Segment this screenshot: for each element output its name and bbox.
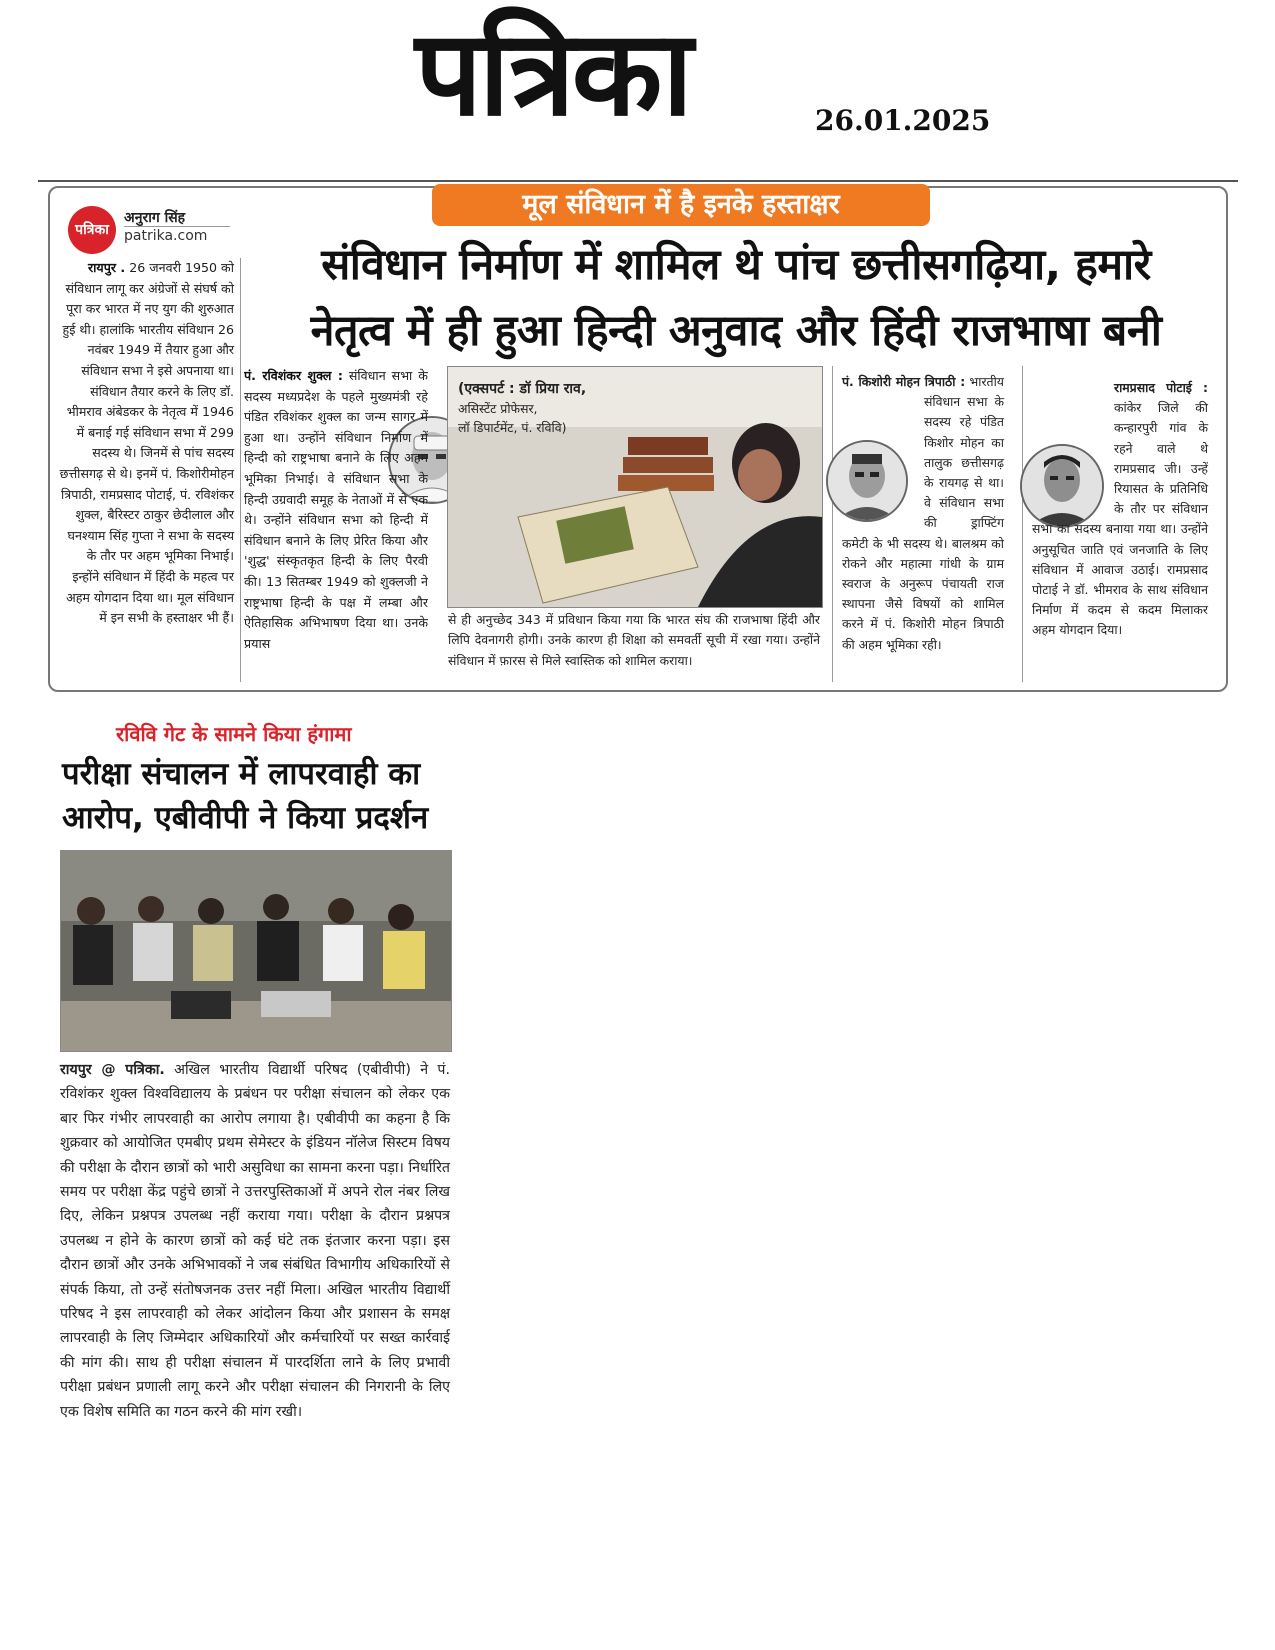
protest-photo-illustration bbox=[61, 851, 451, 1051]
tripathi-portrait-space bbox=[842, 392, 924, 516]
tripathi-name: पं. किशोरी मोहन त्रिपाठी : bbox=[842, 374, 966, 389]
potai-text: कांकेर जिले की कन्हारपुरी गांव के रहने वाले थे रामप्रसाद जी। उन्हें रियासत के प्रतिनिधि के तौर पर संविधान सभा का सदस्य बनाया गया था। उन्होंने अनुसूचित जाति एवं जनजाति के लिए संविधान में आवाज उठाई। रामप्रसाद पोटाई ने डॉ. भीमराव के साथ संविधान निर्माण में कदम से कदम मिलाकर अहम योगदान दिया। bbox=[1032, 400, 1208, 638]
expert-caption bbox=[458, 380, 788, 437]
expert-dept: लॉ डिपार्टमेंट, पं. रविवि) bbox=[458, 420, 567, 435]
tripathi-column bbox=[842, 372, 1004, 655]
author-name: अनुराग सिंह bbox=[124, 210, 186, 226]
potai-name: रामप्रसाद पोटाई : bbox=[1114, 380, 1208, 395]
intro-column bbox=[58, 258, 234, 629]
author-divider bbox=[124, 226, 230, 227]
shukla-column-wrap bbox=[244, 366, 428, 684]
column-divider-2 bbox=[832, 366, 833, 682]
second-headline-line-2: आरोप, एबीवीपी ने किया प्रदर्शन bbox=[62, 800, 429, 836]
column-divider-3 bbox=[1022, 366, 1023, 682]
headline-line-2: नेतृत्व में ही हुआ हिन्दी अनुवाद और हिंदी राजभाषा बनी bbox=[310, 306, 1162, 356]
top-rule bbox=[38, 180, 1238, 182]
author-site: patrika.com bbox=[124, 228, 208, 244]
main-headline bbox=[256, 232, 1216, 364]
second-dateline: रायपुर @ पत्रिका. bbox=[60, 1062, 165, 1078]
second-body bbox=[60, 1058, 450, 1424]
masthead-title: पत्रिका bbox=[415, 3, 690, 142]
second-headline bbox=[62, 752, 452, 840]
second-kicker: रविवि गेट के सामने किया हंगामा bbox=[116, 722, 352, 746]
protest-photo bbox=[60, 850, 452, 1052]
main-kicker: मूल संविधान में है इनके हस्ताक्षर bbox=[432, 184, 930, 226]
issue-date: 26.01.2025 bbox=[815, 104, 991, 137]
shukla-text: संविधान सभा के सदस्य मध्यप्रदेश के पहले मुख्यमंत्री रहे पंडित रविशंकर शुक्ल का जन्म सागर में हुआ था। उन्होंने संविधान निर्माण में हिन्दी को राष्ट्रभाषा बनाने के लिए अहम भूमिका निभाई। वे संविधान सभा के हिन्दी उग्रवादी समूह के नेताओं में से एक थे। उन्होंने संविधान सभा को हिन्दी में संविधान बनाने के लिए प्रेरित किया और 'शुद्ध' संस्कृतकृत हिन्दी के लिए पैरवी की। 13 सितम्बर 1949 को शुक्लजी ने राष्ट्रभाषा हिन्दी के पक्ष में लम्बा और ऐतिहासिक अभिभाषण दिया था। उनके प्रयास bbox=[244, 368, 428, 651]
intro-text: 26 जनवरी 1950 को संविधान लागू कर अंग्रेजों से संघर्ष को पूरा कर भारत में नए युग की शुरुआत हुई थी। हालांकि भारतीय संविधान 26 नवंबर 1949 में तैयार हुआ और संविधान सभा ने इसे अपनाया था। संविधान तैयार करने के लिए डॉ. भीमराव अंबेडकर के नेतृत्व में 1946 में बनाई गई संविधान सभा में 299 सदस्य थे। जिनमें से पांच सदस्य छत्तीसगढ़ से थे। इनमें पं. किशोरीमोहन त्रिपाठी, रामप्रसाद पोटाई, पं. रविशंकर शुक्ल, बैरिस्टर ठाकुर छेदीलाल और घनश्याम सिंह गुप्ता ने सभा के सदस्य के तौर पर अहम भूमिका निभाई। इन्होंने संविधान में हिंदी के महत्व पर अहम योगदान दिया था। मूल संविधान में इन सभी के हस्ताक्षर भी हैं। bbox=[59, 260, 234, 626]
column-divider bbox=[240, 258, 241, 682]
potai-column bbox=[1032, 378, 1208, 641]
second-body-text: अखिल भारतीय विद्यार्थी परिषद (एबीवीपी) ने पं. रविशंकर शुक्ल विश्वविद्यालय के प्रबंधन पर परीक्षा संचालन को लेकर एक बार फिर गंभीर लापरवाही का आरोप लगाया है। एबीवीपी का कहना है कि शुक्रवार को आयोजित एमबीए प्रथम सेमेस्टर के इंडियन नॉलेज सिस्टम विषय की परीक्षा के दौरान छात्रों को भारी असुविधा का सामना करना पड़ा। निर्धारित समय पर परीक्षा केंद्र पहुंचे छात्रों ने उत्तरपुस्तिकाओं में अपने रोल नंबर लिख दिए, लेकिन प्रश्नपत्र उपलब्ध नहीं कराया गया। परीक्षा के दौरान प्रश्नपत्र उपलब्ध न होने के कारण छात्रों को कई घंटे तक इंतजार करना पड़ा। इस दौरान छात्रों और उनके अभिभावकों ने जब संबंधित विभागीय अधिकारियों से संपर्क किया, तो उन्हें संतोषजनक उत्तर नहीं मिला। अखिल भारतीय विद्यार्थी परिषद ने इस लापरवाही को लेकर आंदोलन किया और प्रशासन के समक्ष लापरवाही के लिए जिम्मेदार अधिकारियों और कर्मचारियों पर सख्त कार्रवाई की मांग की। साथ ही परीक्षा संचालन में पारदर्शिता लाने के लिए प्रभावी परीक्षा प्रबंधन प्रणाली लागू करने और परीक्षा संचालन की निगरानी के लिए एक विशेष समिति का गठन करने की मांग रखी। bbox=[60, 1062, 450, 1420]
shukla-name: पं. रविशंकर शुक्ल : bbox=[244, 368, 343, 383]
expert-role: असिस्टेंट प्रोफेसर, bbox=[458, 401, 538, 416]
potai-portrait-space bbox=[1032, 378, 1114, 502]
expert-label: (एक्सपर्ट : डॉ प्रिया राव, bbox=[458, 381, 587, 397]
patrika-logo-icon: पत्रिका bbox=[68, 206, 116, 254]
continuation-text: से ही अनुच्छेद 343 में प्रविधान किया गया कि भारत संघ की राजभाषा हिंदी और लिपि देवनागरी होगी। उनके कारण ही शिक्षा को समवर्ती सूची में रखा गया। उन्होंने संविधान में फ़ारस से मिले स्वास्तिक को शामिल कराया। bbox=[448, 612, 820, 668]
shukla-column bbox=[244, 366, 428, 654]
tripathi-text: भारतीय संविधान सभा के सदस्य रहे पंडित किशोर मोहन का तालुक छत्तीसगढ़ के रायगढ़ से था। वे संविधान सभा की ड्राफ्टिंग कमेटी के भी सदस्य थे। बालश्रम को रोकने और महात्मा गांधी के ग्राम स्वराज के अनुरूप पंचायती राज स्थापना जैसे विषयों को शामिल करने में पं. किशोरी मोहन त्रिपाठी की अहम भूमिका रही। bbox=[842, 374, 1004, 652]
second-headline-line-1: परीक्षा संचालन में लापरवाही का bbox=[62, 756, 421, 792]
intro-dateline: रायपुर . bbox=[88, 260, 126, 275]
headline-line-1: संविधान निर्माण में शामिल थे पांच छत्तीसगढ़िया, हमारे bbox=[321, 240, 1151, 290]
